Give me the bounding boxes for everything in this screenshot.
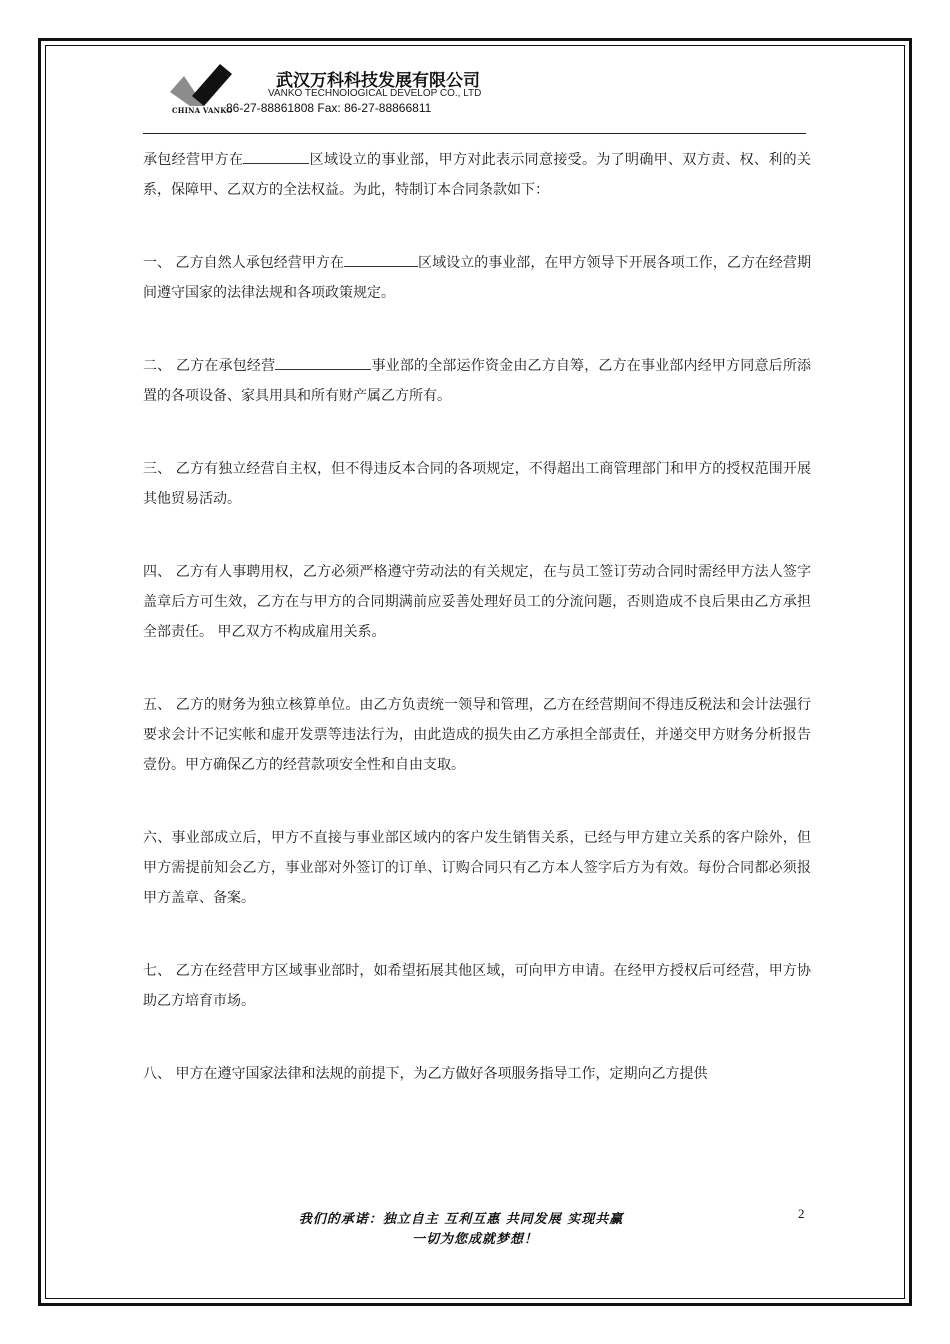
clause-8: 八、 甲方在遵守国家法律和法规的前提下，为乙方做好各项服务指导工作，定期向乙方提供 [143,1066,708,1082]
page-number: 2 [798,1206,805,1221]
clause-4: 四、 乙方有人事聘用权，乙方必须严格遵守劳动法的有关规定，在与员工签订劳动合同时需经甲方法人签字盖章后方可生效，乙方在与甲方的合同期满前应妥善处理好员工的分流问题，否则造成不良后果由乙方承担全部责任。 甲乙双方不构成雇用关系。 [143,564,811,640]
company-name-en: VANKO TECHNOIOGICAL DEVELOP CO., LTD [268,88,482,99]
footer-motto: 我们的承诺：独立自主 互利互惠 共同发展 实现共赢 [298,1212,624,1227]
header-divider [143,133,806,134]
clause-1: 一、 乙方自然人承包经营甲方在 区域设立的事业部，在甲方领导下开展各项工作，乙方在经营期间遵守国家的法律法规和各项政策规定。 [143,248,811,308]
company-contact: 86-27-88861808 Fax: 86-27-88866811 [226,101,432,115]
intro-paragraph: 承包经营甲方在 区域设立的事业部，甲方对此表示同意接受。为了明确甲、双方责、权、利的关系，保障甲、乙双方的全法权益。为此，特制订本合同条款如下： [143,145,811,205]
blank-line[interactable] [243,149,309,164]
clause-3: 三、 乙方有独立经营自主权，但不得违反本合同的各项规定，不得超出工商管理部门和甲方的授权范围开展其他贸易活动。 [143,461,811,507]
clause-6: 六、事业部成立后，甲方不直接与事业部区域内的客户发生销售关系，已经与甲方建立关系的客户除外，但甲方需提前知会乙方，事业部对外签订的订单、订购合同只有乙方本人签字后方为有效。每份合同都必须报甲方盖章、备案。 [143,830,811,906]
contract-body [143,145,811,1132]
footer-slogan: 一切为您成就梦想！ [411,1232,538,1247]
clause-2: 二、 乙方在承包经营 事业部的全部运作资金由乙方自筹，乙方在事业部内经甲方同意后所添置的各项设备、家具用具和所有财产属乙方所有。 [143,351,811,411]
company-name-cn: 武汉万科科技发展有限公司 [276,71,480,91]
blank-line[interactable] [344,252,418,267]
clause-5: 五、 乙方的财务为独立核算单位。由乙方负责统一领导和管理，乙方在经营期间不得违反税法和会计法强行要求会计不记实帐和虚开发票等违法行为，由此造成的损失由乙方承担全部责任，并递交甲方财务分析报告壹份。甲方确保乙方的经营款项安全性和自由支取。 [143,697,811,773]
logo-text: CHINA VANKO [172,106,233,115]
blank-line[interactable] [275,355,371,370]
clause-7: 七、 乙方在经营甲方区域事业部时，如希望拓展其他区域，可向甲方申请。在经甲方授权后可经营，甲方协助乙方培育市场。 [143,963,811,1009]
